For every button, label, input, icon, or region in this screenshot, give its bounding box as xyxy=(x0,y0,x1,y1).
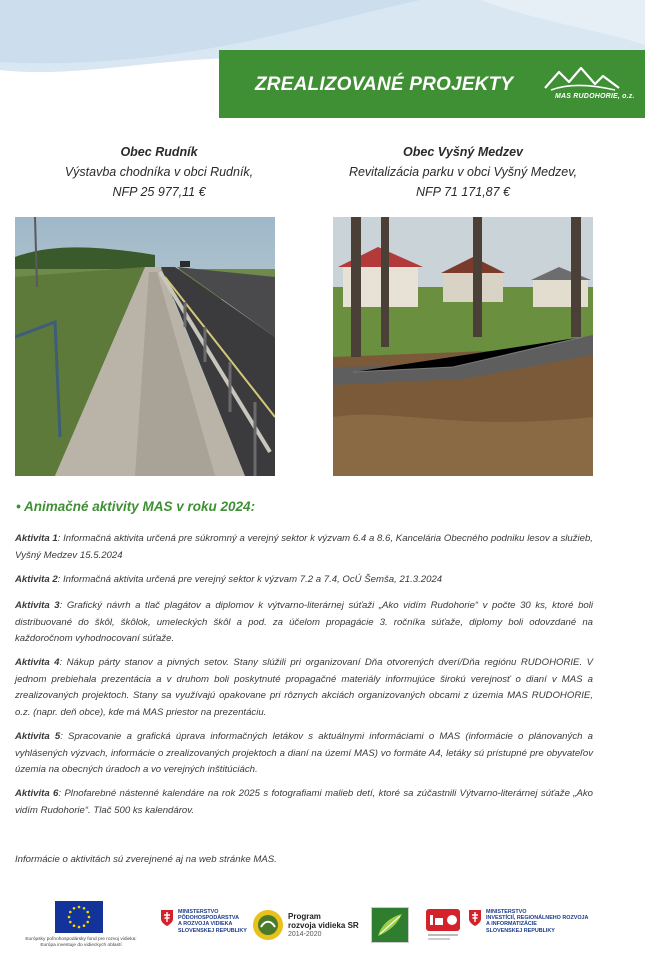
activity-text: : Informačná aktivita určená pre verejný sektor k výzvam 7.2 a 7.4, OcÚ Šemša, 21.3.2024 xyxy=(57,574,443,585)
activity-text: : Nákup párty stanov a pivných setov. Stany slúžili pri organizovaní Dňa otvorených dverí/Dňa regiónu RUDOHORIE. V jednom prebiehala prezentácia a v druhom boli poskytnuté propagačné materiály informujúce širokú verejnosť o dianí v MAS a zrealizovaných projektoch. Stany sa využívajú opakovane pri rôznych akciách organizovaných obcami z územia MAS RUDOHORIE, o.z. (napr. deň obce), kde má MAS priestor na prezentáciu. xyxy=(15,657,593,718)
activity-text: : Spracovanie a grafická úprava informačných letákov s aktuálnymi informáciami o MAS (informácie o plánovaných a vyhlásených výzvach, informácie o zrealizovaných projektoch a dianí na území MAS) vo formáte A4, letáky sú prístupné pre obyvateľov územia na obecných úradoch a vo verejných inštitúciách. xyxy=(15,731,593,775)
project-description: Výstavba chodníka v obci Rudník, xyxy=(64,165,254,179)
activity-item xyxy=(15,598,593,648)
project-vysny-medzev xyxy=(318,142,608,202)
leader-logo-icon xyxy=(371,907,409,943)
slovak-coat-of-arms-icon xyxy=(160,909,174,927)
activity-label: Aktivita 3 xyxy=(15,600,60,611)
section-heading: • Animačné aktivity MAS v roku 2024: xyxy=(16,499,256,514)
project-municipality: Obec Vyšný Medzev xyxy=(403,145,523,159)
activity-label: Aktivita 5 xyxy=(15,731,61,742)
activity-label: Aktivita 1 xyxy=(15,533,58,544)
project-nfp: NFP 25 977,11 € xyxy=(112,185,206,199)
slovak-coat-of-arms-icon xyxy=(468,909,482,927)
activity-label: Aktivita 4 xyxy=(15,657,60,668)
irop-logo-icon xyxy=(426,909,460,941)
logo-text: MAS RUDOHORIE, o.z. xyxy=(555,93,635,100)
ministry-agriculture-logo: MINISTERSTVO PÔDOHOSPODÁRSTVA A ROZVOJA VIDIEKA SLOVENSKEJ REPUBLIKY xyxy=(160,909,247,934)
activity-item xyxy=(15,531,593,564)
footer-logos xyxy=(0,895,645,964)
mountain-logo-icon xyxy=(537,62,629,108)
activity-text: : Plnofarebné nástenné kalendáre na rok 2025 s fotografiami malieb detí, ktoré sa zúčastnili Výtvarno-literárnej súťaže „Ako vidím Rudohorie“. Tlač 500 ks kalendárov. xyxy=(15,788,593,816)
activity-item xyxy=(15,729,593,779)
sidewalk-photo xyxy=(15,217,275,476)
activity-label: Aktivita 6 xyxy=(15,788,59,799)
activity-text: : Informačná aktivita určená pre súkromný a verejný sektor k výzvam 6.4 a 8.6, Kancelária Obecného podniku lesov a služieb, Vyšný Medzev 15.5.2024 xyxy=(15,533,593,561)
header-banner xyxy=(219,50,645,118)
project-municipality: Obec Rudník xyxy=(120,145,198,159)
program-rozvoja-vidieka-icon xyxy=(252,909,284,941)
park-photo xyxy=(333,217,593,476)
activity-item xyxy=(15,572,593,589)
project-rudnik xyxy=(14,142,304,202)
ministry-investments-logo: MINISTERSTVO INVESTÍCIÍ, REGIONÁLNEHO ROZVOJA A INFORMATIZÁCIE SLOVENSKEJ REPUBLIKY xyxy=(468,909,588,934)
footnote: Informácie o aktivitách sú zverejnené aj na web stránke MAS. xyxy=(15,854,277,865)
activity-label: Aktivita 2 xyxy=(15,574,58,585)
page-title: ZREALIZOVANÉ PROJEKTY xyxy=(255,74,514,95)
mas-rudohorie-logo xyxy=(537,62,635,108)
project-description: Revitalizácia parku v obci Vyšný Medzev, xyxy=(348,165,578,179)
project-nfp: NFP 71 171,87 € xyxy=(415,185,511,199)
activity-item xyxy=(15,655,593,721)
eu-flag-icon xyxy=(55,901,103,933)
eu-caption: Európsky poľnohospodársky fond pre rozvoj vidieka: Európa investuje do vidieckych oblastí xyxy=(25,937,137,948)
program-rozvoja-vidieka-text: Program rozvoja vidieka SR 2014-2020 xyxy=(288,912,359,938)
activity-item xyxy=(15,786,593,819)
activity-text: : Grafický návrh a tlač plagátov a diplomov k výtvarno-literárnej súťaži „Ako vidím Rudohorie“ v počte 30 ks, ktoré boli distribuované do škôl, škôlok, umeleckých škôl a pod. za účelom propagácie 3. ročníka súťaže, diplomy boli odovzdané na každoročnom vyhodnocovaní súťaže. xyxy=(15,600,593,644)
